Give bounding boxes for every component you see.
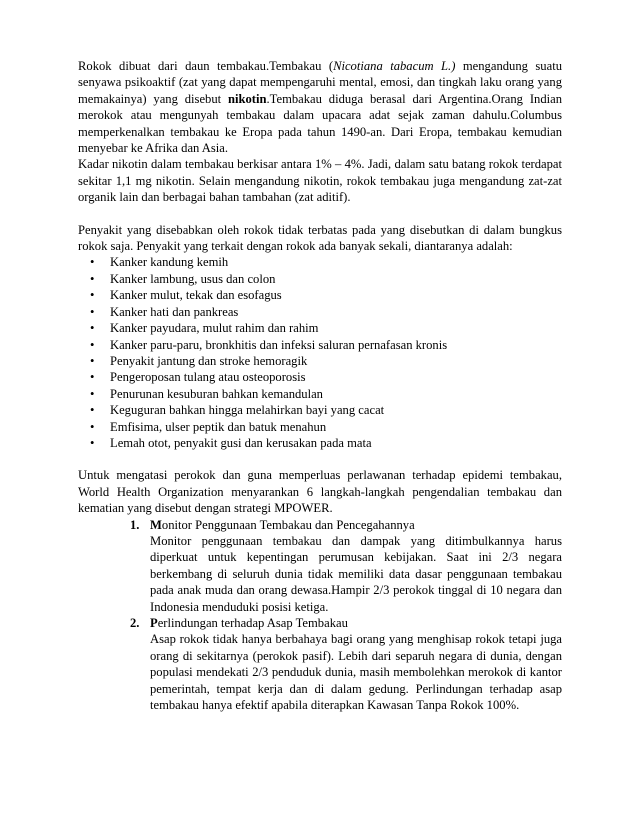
list-item: • Kanker hati dan pankreas <box>78 304 562 320</box>
list-item: • Emfisima, ulser peptik dan batuk menahun <box>78 419 562 435</box>
mpower-step <box>78 615 562 713</box>
intro-paragraph <box>78 58 562 156</box>
list-item: • Kanker kandung kemih <box>78 254 562 270</box>
diseases-list <box>78 254 562 451</box>
step-body: Monitor penggunaan tembakau dan dampak yang ditimbulkannya harus diperkuat untuk kepentingan perumusan kebijakan. Saat ini 2/3 negara berkembang di seluruh dunia tidak memiliki data dasar penggunaan tembakau pada anak muda dan orang dewasa.Hampir 2/3 perokok tinggal di 10 negara dan Indonesia menduduki posisi ketiga. <box>150 533 562 614</box>
list-item: • Pengeroposan tulang atau osteoporosis <box>78 369 562 385</box>
step-initial: M <box>150 517 162 532</box>
diseases-intro-paragraph: Penyakit yang disebabkan oleh rokok tidak terbatas pada yang disebutkan di dalam bungkus rokok saja. Penyakit yang terkait dengan rokok ada banyak sekali, diantaranya adalah: <box>78 222 562 254</box>
list-item: • Penyakit jantung dan stroke hemoragik <box>78 353 562 369</box>
step-initial: P <box>150 616 158 630</box>
step-number: 2. <box>130 616 140 630</box>
list-item: • Kanker paru-paru, bronkhitis dan infeksi saluran pernafasan kronis <box>78 337 562 353</box>
intro-text-a: Rokok dibuat dari daun tembakau.Tembakau ( <box>78 59 334 73</box>
list-item: • Keguguran bahkan hingga melahirkan bayi yang cacat <box>78 402 562 418</box>
document-page <box>78 58 562 713</box>
list-item: • Penurunan kesuburan bahkan kemandulan <box>78 386 562 402</box>
list-item: • Kanker payudara, mulut rahim dan rahim <box>78 320 562 336</box>
nicotine-paragraph: Kadar nikotin dalam tembakau berkisar antara 1% – 4%. Jadi, dalam satu batang rokok terdapat sekitar 1,1 mg nikotin. Selain mengandung nikotin, rokok tembakau juga mengandung zat-zat organik lain dan berbagai bahan tambahan (zat aditif). <box>78 157 562 205</box>
list-item: • Lemah otot, penyakit gusi dan kerusakan pada mata <box>78 435 562 451</box>
list-item: • Kanker lambung, usus dan colon <box>78 271 562 287</box>
mpower-intro-paragraph: Untuk mengatasi perokok dan guna memperluas perlawanan terhadap epidemi tembakau, World Health Organization menyarankan 6 langkah-langkah pengendalian tembakau dan kematian yang disebut dengan strategi MPOWER. <box>78 468 562 516</box>
step-title-rest: onitor Penggunaan Tembakau dan Pencegahannya <box>161 517 415 532</box>
latin-name: Nicotiana tabacum L.) <box>333 59 456 73</box>
mpower-step <box>78 517 562 615</box>
step-title <box>150 517 562 533</box>
step-number: 1. <box>130 517 140 532</box>
step-title <box>150 615 562 631</box>
list-item: • Kanker mulut, tekak dan esofagus <box>78 287 562 303</box>
step-title-rest: erlindungan terhadap Asap Tembakau <box>157 616 348 630</box>
step-body: Asap rokok tidak hanya berbahaya bagi orang yang menghisap rokok tetapi juga orang di sekitarnya (perokok pasif). Lebih dari separuh negara di dunia, dengan populasi mendekati 2/3 penduduk dunia, masih membolehkan merokok di kantor pemerintah, tempat kerja dan di dalam gedung. Perlindungan terhadap asap tembakau hanya efektif apabila diterapkan Kawasan Tanpa Rokok 100%. <box>150 632 562 713</box>
nicotine-term: nikotin <box>228 91 267 106</box>
intro-text-c: .Tembakau diduga berasal dari Argentina.Orang Indian merokok atau mengunyah tembakau dalam upacara adat sejak zaman dahulu.Columbus memperkenalkan tembakau ke Eropa pada tahun 1490-an. Dari Eropa, tembakau kemudian menyebar ke Afrika dan Asia. <box>78 91 563 156</box>
intro-text-b: mengandung suatu senyawa psikoaktif (zat yang dapat mempengaruhi mental, emosi, dan tingkah laku orang yang memakainya) yang disebut <box>78 59 562 106</box>
mpower-steps-list <box>78 517 562 714</box>
